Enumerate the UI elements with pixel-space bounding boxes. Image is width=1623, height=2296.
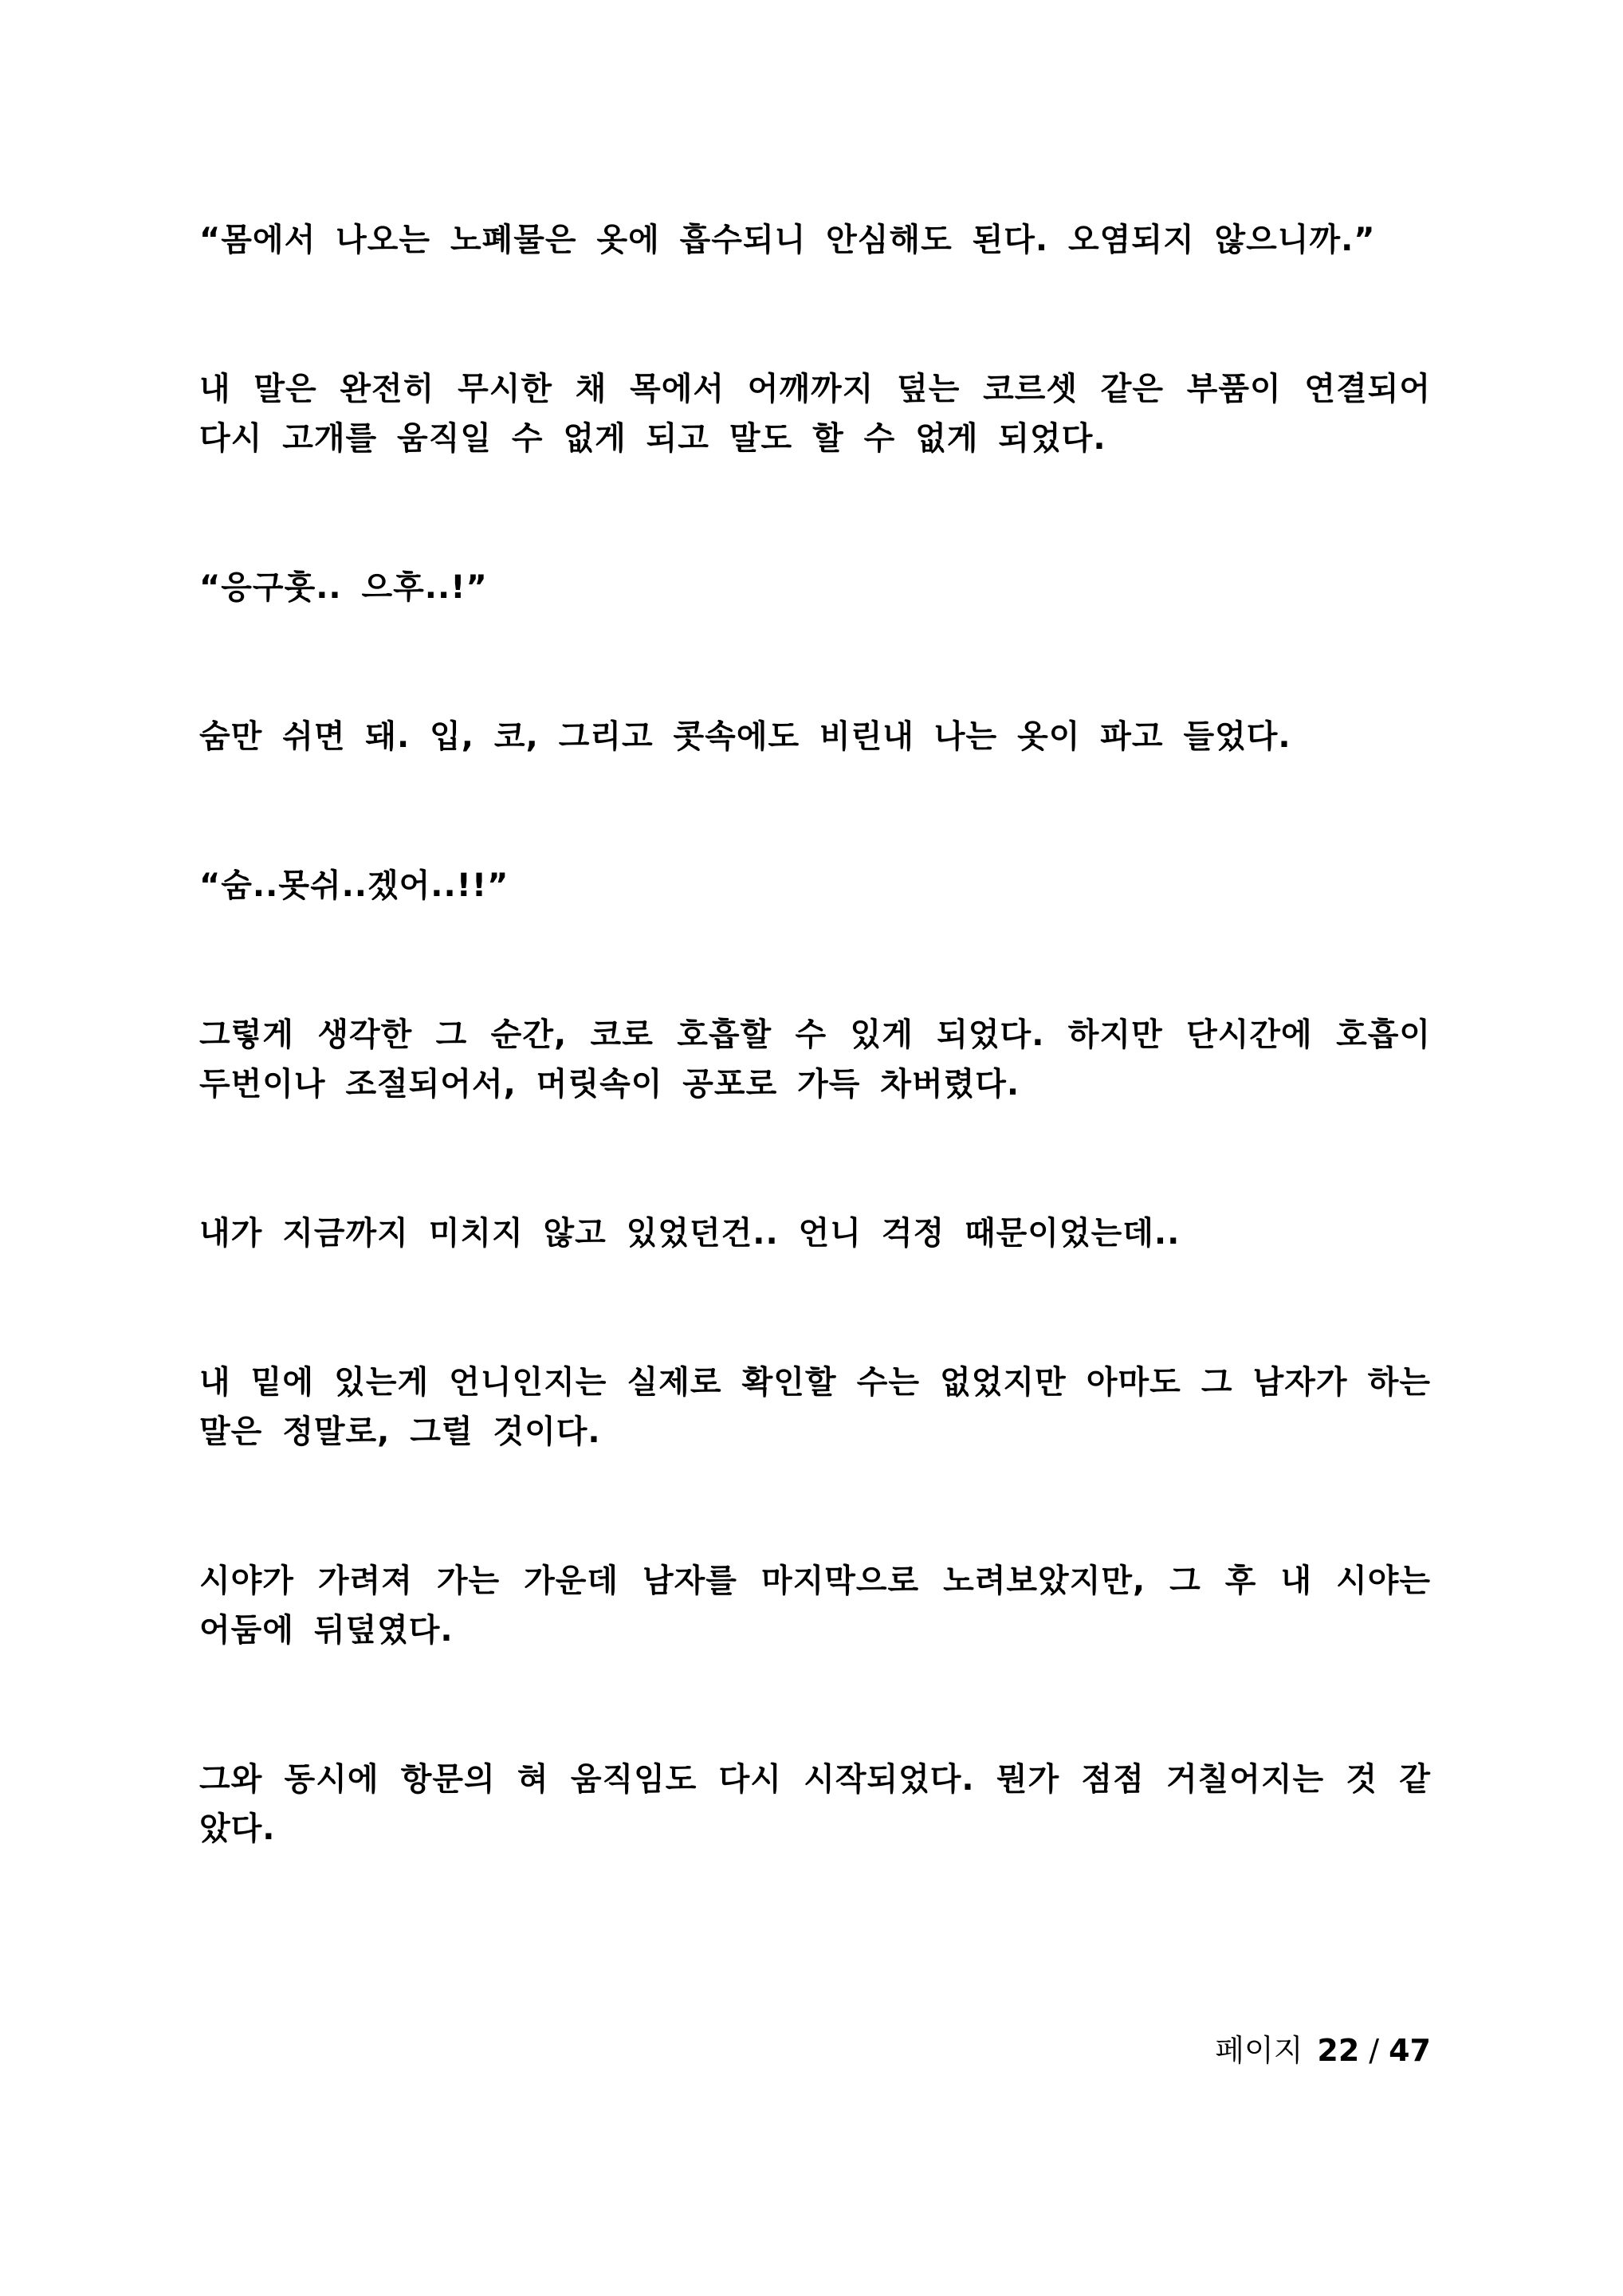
paragraph-4: 숨만 쉬면 돼. 입, 코, 그리고 콧속에도 비린내 나는 옷이 파고 들었다. [199, 718, 1291, 755]
page-label: 페이지 [1215, 2033, 1303, 2068]
total-page-count: 47 [1389, 2033, 1431, 2068]
paragraph-6: 그렇게 생각한 그 순간, 코로 호흡할 수 있게 되었다. 하지만 단시간에 호흡이 두번이나 조절되어서, 머릿속이 공포로 가득 차버렸다. [199, 1016, 1431, 1103]
current-page-number: 22 [1317, 2033, 1360, 2068]
paragraph-7: 내가 지금까지 미치지 않고 있었던건.. 언니 걱정 때문이었는데.. [199, 1215, 1181, 1252]
page-number-footer [1215, 2031, 1431, 2070]
paragraph-9: 시야가 가려져 가는 가운데 남자를 마지막으로 노려보았지만, 그 후 내 시야는 어둠에 뒤덮였다. [199, 1563, 1431, 1649]
paragraph-10: 그와 동시에 항문의 혀 움직임도 다시 시작되었다. 뭔가 점점 거칠어지는 것 같았다. [199, 1761, 1431, 1847]
paragraph-5: “숨..못쉬..겠어..!!” [199, 867, 509, 904]
page-separator: / [1369, 2033, 1380, 2068]
page-body [199, 215, 1431, 1953]
paragraph-3: “응구훗.. 으후..!” [199, 569, 488, 606]
paragraph-1: “몸에서 나오는 노폐물은 옷에 흡수되니 안심해도 된다. 오염되지 않으니까.” [199, 222, 1376, 258]
paragraph-8: 내 밑에 있는게 언니인지는 실제로 확인할 수는 없었지만 아마도 그 남자가 하는 말은 정말로, 그럴 것이다. [199, 1364, 1431, 1450]
paragraph-2: 내 말은 완전히 무시한 채 목에서 어깨까지 덮는 코르셋 같은 부품이 연결되어 다시 고개를 움직일 수 없게 되고 말도 할 수 없게 되었다. [199, 371, 1431, 457]
